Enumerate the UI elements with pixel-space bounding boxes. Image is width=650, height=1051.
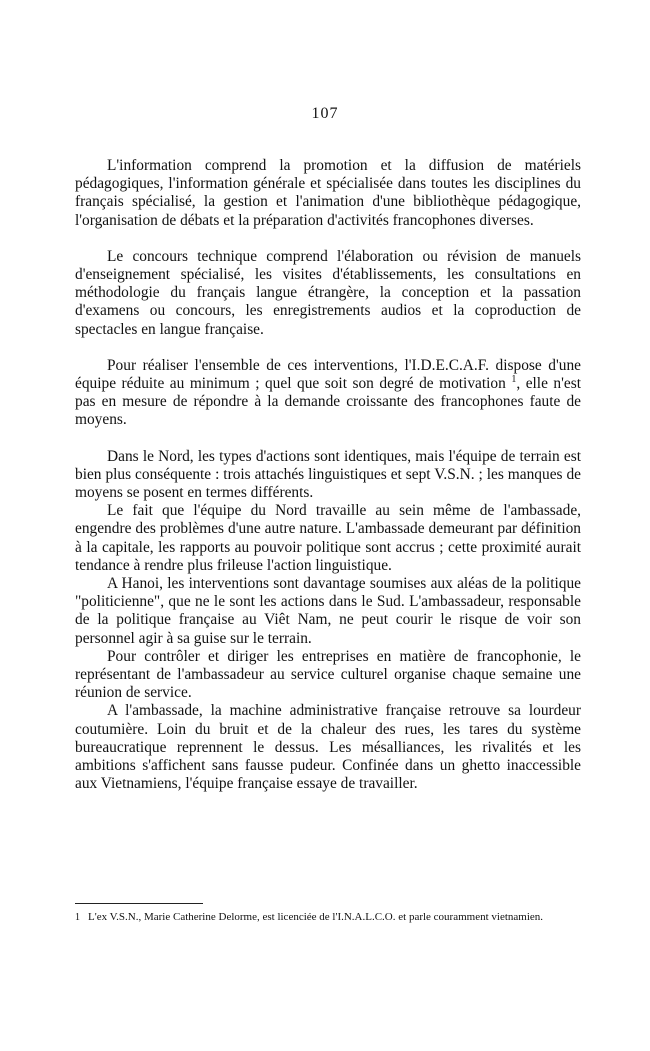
paragraph-information: L'information comprend la promotion et la diffusion de matériels pédagogiques, l'information générale et spécialisée dans toutes les disciplines du français spécialisé, la gestion et l'animation d'une bibliothèque pédagogique, l'organisation de débats et la préparation d'activités francophones diverses.: [75, 157, 581, 229]
paragraph-idecaf-part2: , elle n'est pas en mesure de répondre à la demande croissante des francophones faute de moyens.: [75, 375, 581, 429]
footnote-reference: 1: [511, 374, 517, 386]
paragraph-ambassade: A l'ambassade, la machine administrative française retrouve sa lourdeur coutumière. Loin du bruit et de la chaleur des rues, les tares du système bureaucratique reprennent le dessus. Les mésalliances, les rivalités et les ambitions s'affichent sans fausse pudeur. Confinée dans un ghetto inaccessible aux Vietnamiens, l'équipe française essaye de travailler.: [75, 702, 581, 793]
paragraph-idecaf-part1: Pour réaliser l'ensemble de ces interventions, l'I.D.E.C.A.F. dispose d'une équipe réduite au minimum ; quel que soit son degré de motivation: [75, 356, 581, 393]
body-text: [75, 157, 581, 794]
paragraph-controler: Pour contrôler et diriger les entreprises en matière de francophonie, le représentant de l'ambassadeur au service culturel organise chaque semaine une réunion de service.: [75, 647, 581, 702]
paragraph-hanoi: A Hanoi, les interventions sont davantage soumises aux aléas de la politique "politicienne", que ne le sont les actions dans le Sud. L'ambassadeur, responsable de la politique française au Viêt Nam, ne peut courir le risque de voir son personnel agir à sa guise sur le terrain.: [75, 575, 581, 647]
footnote: [75, 911, 581, 924]
paragraph-idecaf: [75, 357, 581, 430]
page-number: 107: [311, 105, 339, 122]
footnote-mark: 1: [75, 912, 80, 923]
paragraph-equipe-nord: Le fait que l'équipe du Nord travaille au sein même de l'ambassade, engendre des problèmes d'une autre nature. L'ambassade demeurant par définition à la capitale, les rapports au pouvoir politique sont accrus ; cette proximité aurait tendance à rendre plus frileuse l'action linguistique.: [75, 502, 581, 574]
paragraph-nord: Dans le Nord, les types d'actions sont identiques, mais l'équipe de terrain est bien plus conséquente : trois attachés linguistiques et sept V.S.N. ; les manques de moyens se posent en termes différents.: [75, 447, 581, 502]
footnote-text: L'ex V.S.N., Marie Catherine Delorme, est licenciée de l'I.N.A.L.C.O. et parle couramment vietnamien.: [88, 911, 544, 923]
paragraph-concours-technique: Le concours technique comprend l'élaboration ou révision de manuels d'enseignement spécialisé, les visites d'établissements, les consultations en méthodologie du français langue étrangère, la conception et la passation d'examens ou concours, les enregistrements audios et la coproduction de spectacles en langue française.: [75, 247, 581, 338]
footnote-divider: [75, 903, 203, 904]
